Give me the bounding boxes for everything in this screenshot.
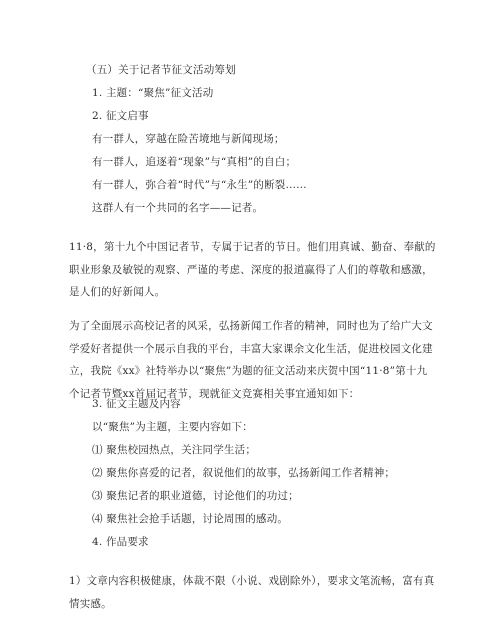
section-title: （五）关于记者节征文活动筹划 <box>86 64 236 76</box>
list-item: ⑵ 聚焦你喜爱的记者，叙说他们的故事，弘扬新闻工作者精神； <box>92 467 396 479</box>
poem-line: 有一群人，穿越在险苦境地与新闻现场； <box>92 133 285 145</box>
list-item: ⑷ 聚焦社会抢手话题，讨论周围的感动。 <box>92 513 289 525</box>
poem-line: 这群人有一个共同的名字——记者。 <box>92 202 264 214</box>
requirement-item: 1）文章内容积极健康，体裁不限（小说、戏剧除外），要求文笔流畅，富有真情实感。 <box>69 575 435 610</box>
content-heading: 3. 征文主题及内容 <box>92 398 181 410</box>
list-item: ⑴ 聚焦校园热点，关注同学生活； <box>92 444 257 456</box>
notice-label: 2. 征文启事 <box>92 110 149 122</box>
theme-label: 1. 主题：“聚焦”征文活动 <box>92 87 214 99</box>
poem-line: 有一群人，追逐着“现象”与“真相”的自白； <box>92 156 297 168</box>
content-intro: 以“聚焦”为主题，主要内容如下： <box>92 421 253 433</box>
requirements-heading: 4. 作品要求 <box>92 536 149 548</box>
body-paragraph: 11·8，第十九个中国记者节，专属于记者的节日。他们用真诚、勤奋、奉献的职业形象及敏锐的观察、严谨的考虑、深度的报道赢得了人们的尊敬和感激，是人们的好新闻人。 <box>69 241 436 298</box>
body-paragraph: 为了全面展示高校记者的风采，弘扬新闻工作者的精神，同时也为了给广大文学爱好者提供一个展示自我的平台，丰富大家课余文化生活，促进校园文化建立，我院《xx》社特举办以“聚焦”为题的征文活动来庆贺中国“11·8”第十九个记者节暨xx首届记者节，现就征文竞赛相关事宜通知如下： <box>69 320 433 400</box>
list-item: ⑶ 聚焦记者的职业道德，讨论他们的功过； <box>92 490 299 502</box>
poem-line: 有一群人，弥合着“时代”与“永生”的断裂…… <box>92 179 307 191</box>
